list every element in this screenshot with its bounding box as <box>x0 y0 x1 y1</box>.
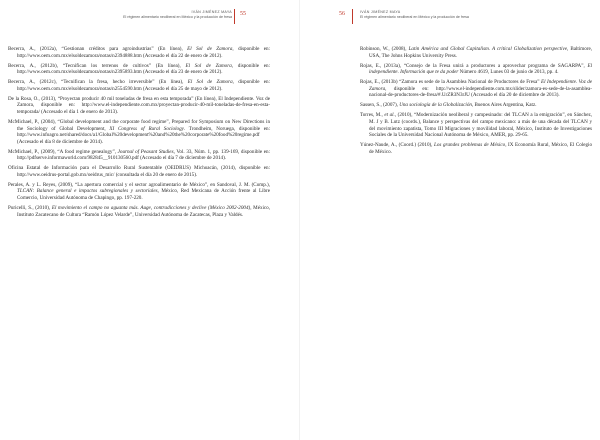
reference-entry <box>8 79 270 92</box>
reference-title: et al. <box>384 112 395 119</box>
reference-text: , México, Red Mexicana de Acción frente al Libre Comercio, Universidad Autónoma de Chapingo, pp. 197-220. <box>17 188 270 202</box>
reference-entry <box>8 119 270 145</box>
reference-entry <box>8 96 270 116</box>
reference-title: El Sol de Zamora <box>185 62 232 69</box>
header-title: El régimen alimentario neoliberal en México y la producción de fresa <box>360 15 469 20</box>
header-author: IVÁN JIMÉNEZ MAYA <box>360 10 401 14</box>
running-header <box>123 10 232 21</box>
reference-text: Robinson, W., (2008), <box>360 46 409 52</box>
reference-text: Rojas, E., (2013b) “Zamora es sede de la Asamblea Nacional de Productores de Fresa” <box>360 79 542 86</box>
reference-text: , disponible en: http://www.oem.com.mx/elsoldezamora/notas/n2395893.htm (Accesado el día 23 de enero de 2012). <box>17 62 270 76</box>
reference-text: Puricelli, S., (2010), <box>8 205 52 211</box>
reference-title: Latin América and Global Capitalism. A critical Globalization perspective <box>408 46 568 52</box>
reference-text: , Buenos Aires Argentina, Katz. <box>471 102 537 109</box>
reference-entry <box>8 182 270 202</box>
right-page <box>300 0 600 440</box>
reference-text: Becerra, A., (2012c), “Tecnifican la fresa, hecho irreversible” (En línea), <box>8 79 188 86</box>
reference-text: , Vol. 33, Núm. 1, pp. 139-169, disponible en: http://pdfserve.informaworld.com/982845__910130560.pdf (Accesado el día 7 de diciembre de 2014). <box>17 148 270 162</box>
page-number: 55 <box>240 11 246 17</box>
page-number: 56 <box>339 11 345 17</box>
reference-text: Número 4619, Lunes 03 de junio de 2013, pp. 4. <box>458 69 559 76</box>
reference-title: El Independiente. Voz de Zamora <box>369 79 592 92</box>
reference-title: El Sol de Zamora <box>187 46 233 52</box>
reference-text: Rojas, E., (2013a), “Consejo de la Fresa unirá a productores a aprovechar programa de SAGARPA”, <box>360 62 588 69</box>
reference-text: McMichael, P., (2009), “A food regime genealogy”, <box>8 148 118 155</box>
reference-text: Torres, M., <box>360 112 385 119</box>
reference-title: Los grandes problemas de México <box>434 142 506 149</box>
reference-entry <box>8 63 270 76</box>
reference-entry <box>8 205 270 218</box>
reference-entry <box>360 112 592 138</box>
reference-entry <box>8 165 270 178</box>
reference-title: El independiente. Información que te da poder <box>369 62 592 76</box>
reference-entry <box>8 46 270 59</box>
reference-text: Becerra, A., (2012b), “Tecnifican los terrenos de cultivos” (En línea), <box>8 62 186 69</box>
header-divider <box>352 9 353 24</box>
reference-entry <box>360 63 592 76</box>
reference-entry <box>8 149 270 162</box>
reference-text: , disponible en: http://www.oem.com.mx/elsoldezamora/notas/n2394888.htm (Accesado el día 22 de enero de 2012). <box>17 46 270 59</box>
reference-text: , disponible en: http://www.oem.com.mx/elsoldezamora/notas/n2554590.htm (Accesado el día 25 de mayo de 2012). <box>17 79 270 92</box>
reference-title: XI Congress of Rural Sociology <box>109 125 184 132</box>
reference-title: El Sol de Zamora <box>187 79 233 86</box>
reference-entry <box>360 79 592 99</box>
reference-list <box>8 46 270 222</box>
reference-text: Perales, A. y L. Reyes, (2009), “La apertura comercial y el sector agroalimentario de México”, en Sandoval, J. M. (Comp.), <box>8 181 270 188</box>
reference-entry <box>360 46 592 59</box>
header-divider <box>234 9 235 24</box>
reference-text: , México, Instituto Zacatecano de Cultura “Ramón López Velarde”, Universidad Autónoma de Zacatecas, Plaza y Valdés. <box>17 205 270 218</box>
reference-list <box>360 46 592 159</box>
reference-text: McMichael, P., (2004), “Global development and the corporate food regime”, Prepared for Symposium on New Directions in the Sociology of Global Development, <box>8 118 270 132</box>
reference-text: , disponible en: http://www.el-independiente.com.mx/slider/zamora-es-sede-de-la-asamblea-nacional-de-productores-de-fresa/#.UrZR3N3rJU (Accesado el día 20 de diciembre de 2013). <box>369 85 592 99</box>
reference-entry <box>360 102 592 109</box>
reference-title: El movimiento el campo no aguanta más. Auge, contradicciones y declive (México 2002-2004) <box>51 205 251 211</box>
reference-title: TLCAN: Balance general e impactos subregionales y sectoriales <box>17 188 158 195</box>
header-author: IVÁN JIMÉNEZ MAYA <box>191 10 232 14</box>
reference-title: Una sociología de la Globalización <box>399 102 472 109</box>
reference-text: De la Rosa, O., (2013), “Proyectan producir 40 mil toneladas de fresa en esta temporada” (En línea), El Independiente. Voz de Zamora, disponible en: http://www.el-independiente.com.mx/proyectan-producir-40-mil-toneladas-de-fresa-en-esta-temporada/ (Accesado el día 1 de enero de 2013). <box>8 95 270 115</box>
reference-text: Yúnez-Naude, A., (Coord.) (2010), <box>360 142 435 149</box>
reference-text: , (2010), “Modernización neoliberal y campesinado: del TLCAN a la emigración”, en Sánchez, M. J y B. Lutz (coords.), Balance y perspectivas del campo mexicano: a más de una década del TLCAN y del movimiento zapatista, Tomo III Migraciones y movilidad laboral, México, Instituto de Investigaciones Sociales de la Universidad Nacional Autónoma de México, AMER, pp. 29-65. <box>369 112 592 139</box>
header-title: El régimen alimentario neoliberal en México y la producción de fresa <box>123 15 232 20</box>
reference-text: Oficina Estatal de Información para el Desarrollo Rural Sustentable (OEIDRUS) Michoacán, (2014), disponible en: http://www.oeidrus-portal.gob.mx/oeidrus_mic/ (consultada el día 20 de enero de 2015). <box>8 165 270 178</box>
reference-text: Sassen, S., (2007), <box>360 102 400 109</box>
reference-text: . Trondheim, Noruega, disponible en: http://www.infoagro.net/shared/docs/a1/Global%20development%20and%20the%20corporate%20food%20regime.pdf (Accesado el día 8 de diciembre de 2014). <box>17 125 271 145</box>
reference-entry <box>360 142 592 155</box>
reference-text: , IX Economía Rural, México, El Colegio de México. <box>369 142 592 155</box>
reference-title: Journal of Peasant Studies <box>117 148 174 155</box>
running-header <box>360 10 469 21</box>
reference-text: , Baltimore, USA, The Johns Hopkins University Press. <box>369 46 592 59</box>
reference-text: Becerra, A., (2012a), “Gestionan créditos para agroindustrias” (En línea), <box>8 46 188 52</box>
